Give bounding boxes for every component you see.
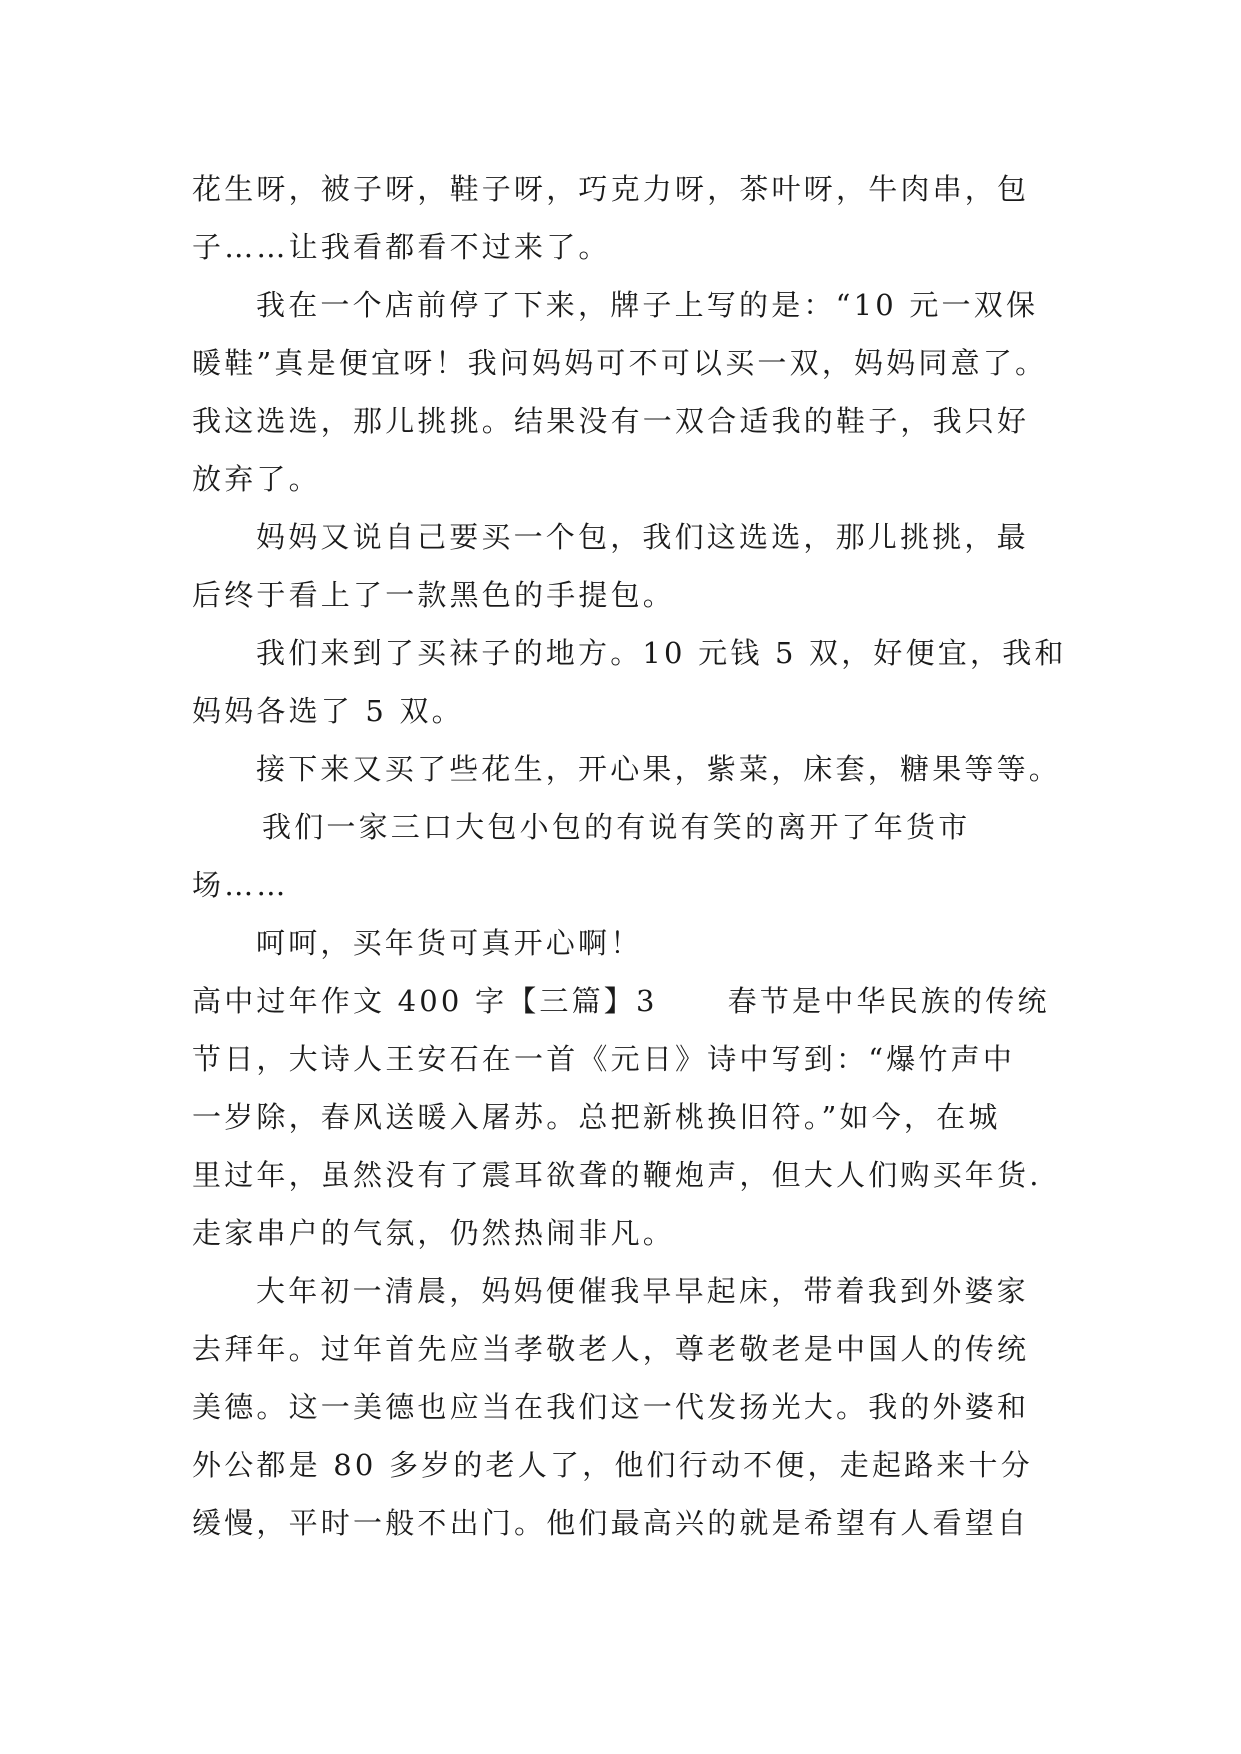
text-line: 我这选选，那儿挑挑。结果没有一双合适我的鞋子，我只好: [192, 404, 1030, 438]
text-line: 放弃了。: [192, 462, 321, 496]
text-line: 去拜年。过年首先应当孝敬老人，尊老敬老是中国人的传统: [192, 1332, 1030, 1366]
text-line: 外公都是 80 多岁的老人了，他们行动不便，走起路来十分: [192, 1448, 1033, 1482]
text-line: 花生呀，被子呀，鞋子呀，巧克力呀，茶叶呀，牛肉串，包: [192, 172, 1030, 206]
paragraph-start-line: 大年初一清晨，妈妈便催我早早起床，带着我到外婆家: [256, 1274, 1029, 1308]
text-line: 里过年，虽然没有了震耳欲聋的鞭炮声，但大人们购买年货.: [192, 1158, 1042, 1192]
text-line: 节日，大诗人王安石在一首《元日》诗中写到：“爆竹声中: [192, 1042, 1016, 1076]
text-line: 场……: [192, 868, 289, 902]
paragraph-start-line: 我们一家三口大包小包的有说有笑的离开了年货市: [262, 810, 971, 844]
text-line: 子……让我看都看不过来了。: [192, 230, 611, 264]
paragraph-start-line: 呵呵，买年货可真开心啊！: [256, 926, 643, 960]
paragraph-start-line: 我们来到了买袜子的地方。10 元钱 5 双，好便宜，我和: [256, 636, 1067, 670]
text-line: 后终于看上了一款黑色的手提包。: [192, 578, 676, 612]
paragraph-start-line: 接下来又买了些花生，开心果，紫菜，床套，糖果等等。: [256, 752, 1062, 786]
text-line: 走家串户的气氛，仍然热闹非凡。: [192, 1216, 676, 1250]
text-line: 美德。这一美德也应当在我们这一代发扬光大。我的外婆和: [192, 1390, 1030, 1424]
text-line: 缓慢，平时一般不出门。他们最高兴的就是希望有人看望自: [192, 1506, 1030, 1540]
paragraph-start-line: 我在一个店前停了下来，牌子上写的是：“10 元一双保: [256, 288, 1039, 322]
text-line: 暖鞋”真是便宜呀！我问妈妈可不可以买一双，妈妈同意了。: [192, 346, 1048, 380]
section-first-text: 春节是中华民族的传统: [727, 984, 1050, 1018]
text-line: 一岁除，春风送暖入屠苏。总把新桃换旧符。”如今，在城: [192, 1100, 1001, 1134]
document-body: [192, 160, 1067, 1552]
text-line: 妈妈各选了 5 双。: [192, 694, 464, 728]
section-heading-line: [192, 972, 1060, 1030]
section-title: 高中过年作文 400 字【三篇】3: [192, 984, 658, 1018]
paragraph-start-line: 妈妈又说自己要买一个包，我们这选选，那儿挑挑，最: [256, 520, 1029, 554]
